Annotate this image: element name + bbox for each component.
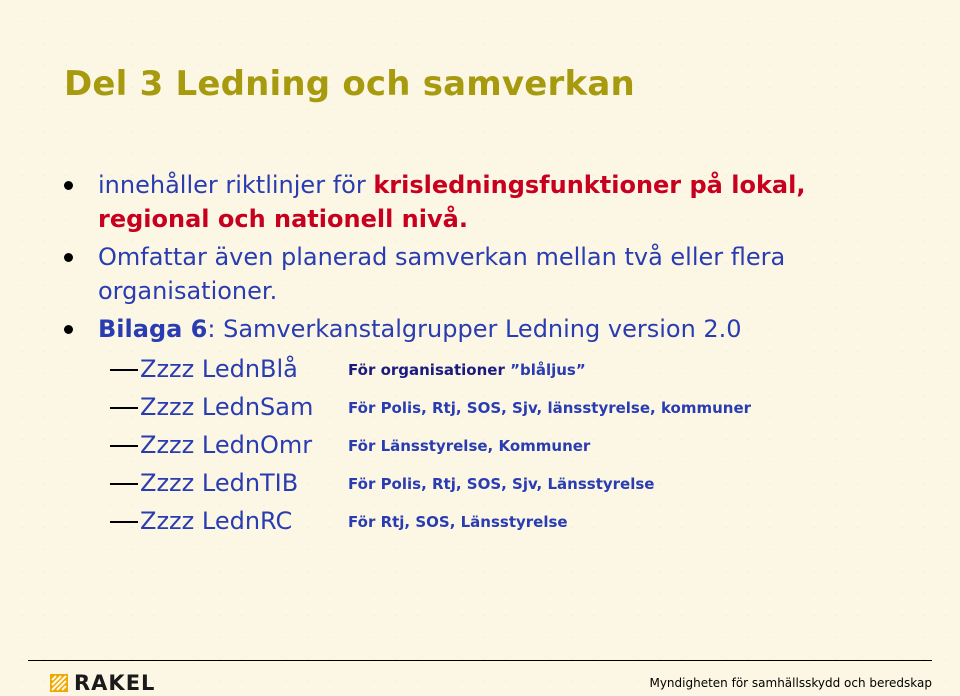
rakel-logo [50, 672, 155, 694]
sub-item-code: Zzzz LednSam [140, 393, 314, 421]
sub-list [64, 350, 924, 540]
sub-item [64, 388, 924, 426]
sub-item-desc [348, 351, 586, 389]
bullet-text: : Samverkanstalgrupper Ledning version 2.0 [207, 315, 742, 343]
dash-icon [110, 407, 138, 409]
sub-item-code: Zzzz LednRC [140, 507, 293, 535]
logo-text: RAKEL [74, 671, 156, 695]
dash-icon [110, 483, 138, 485]
bullet-text: Omfattar även planerad samverkan mellan två eller flera organisationer. [98, 243, 786, 305]
sub-item-desc: För Polis, Rtj, SOS, Sjv, Länsstyrelse [348, 475, 655, 493]
dash-icon [110, 369, 138, 371]
sub-item [64, 464, 924, 502]
bullet-dot-icon [64, 253, 73, 262]
slide-title: Del 3 Ledning och samverkan [64, 64, 635, 104]
footer-divider [28, 660, 932, 661]
rakel-logo-icon [50, 674, 68, 692]
sub-item-desc: För Polis, Rtj, SOS, Sjv, länsstyrelse, kommuner [348, 399, 752, 417]
agency-name: Myndigheten för samhällsskydd och beredskap [649, 676, 932, 690]
sub-item [64, 350, 924, 388]
bullet-item [64, 312, 924, 346]
bullet-list [64, 168, 924, 350]
dash-icon [110, 445, 138, 447]
sub-item [64, 426, 924, 464]
sub-item-desc-tail: ”blåljus” [510, 361, 586, 379]
sub-item-desc-lead: För organisationer [348, 361, 511, 379]
bullet-highlight: krisledningsfunktioner på lokal, regional och nationell nivå. [98, 171, 806, 233]
dash-icon [110, 521, 138, 523]
sub-item-code: Zzzz LednTIB [140, 469, 299, 497]
bullet-text: innehåller riktlinjer för [98, 171, 374, 199]
bullet-dot-icon [64, 325, 73, 334]
bullet-item [64, 168, 924, 236]
sub-item [64, 502, 924, 540]
sub-item-code: Zzzz LednBlå [140, 355, 298, 383]
bullet-item [64, 240, 924, 308]
sub-item-desc: För Länsstyrelse, Kommuner [348, 437, 591, 455]
sub-item-code: Zzzz LednOmr [140, 431, 313, 459]
bullet-bold: Bilaga 6 [98, 315, 208, 343]
bullet-dot-icon [64, 181, 73, 190]
sub-item-desc: För Rtj, SOS, Länsstyrelse [348, 513, 568, 531]
